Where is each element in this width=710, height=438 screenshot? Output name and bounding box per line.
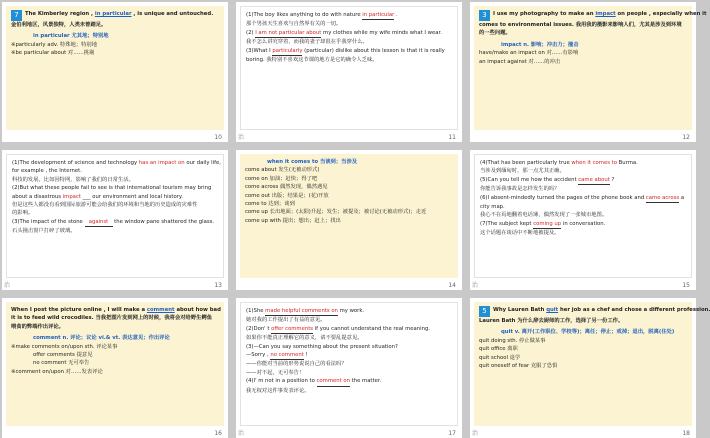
slide-thumbnail-15[interactable]: [470, 150, 696, 290]
slide-card: [474, 154, 692, 278]
slide-badge: 7: [11, 10, 22, 21]
slide-line: ——你能对当前的形势说说自己的看法吗？: [246, 361, 347, 368]
slide-number: 11: [448, 134, 456, 141]
slide-line: 如果你不能真正理解它的意义，请不要乱提意见。: [246, 335, 363, 342]
slide-line: quit doing sth. 停止做某事: [479, 337, 546, 344]
slide-number: 12: [682, 134, 690, 141]
slide-line: (4)I' m not in a position to comment on the matter.: [246, 377, 452, 386]
chapter-mark: 治: [472, 282, 479, 289]
slide-line: city map.: [480, 204, 505, 211]
slide-card: [240, 6, 458, 130]
slide-line: 这个话题在谈话中不断地被提及。: [480, 230, 560, 237]
slide-line: quit school 退学: [479, 354, 521, 361]
slide-line: when it comes to 当谈到；当涉及: [267, 159, 358, 165]
slide-line: (5)Can you tell me how the accident came about ?: [480, 176, 686, 185]
slide-line: no comment 无可奉告: [33, 360, 90, 367]
slide-thumbnail-13[interactable]: [2, 150, 228, 290]
slide-line: 7 The Kimberley region , in particular , is unique and untouched.: [11, 10, 219, 21]
slide-line: (2)Don' t offer comments if you cannot understand the real meaning.: [246, 325, 452, 334]
slide-line: comes to environmental issues. 我用我的摄影来影响人们，尤其是涉及到环境: [479, 22, 682, 28]
slide-line: come to 达到；谈到: [245, 201, 295, 208]
chapter-mark: 治: [238, 430, 245, 437]
slide-line: 的一些问题。: [479, 30, 511, 37]
slide-number: 10: [214, 134, 222, 141]
slide-thumbnail-14[interactable]: [236, 150, 462, 290]
slide-line: (3)The impact of the stone against the window pane shattered the glass.: [12, 218, 218, 227]
slide-line: come on 加油；赶快；得了吧: [245, 175, 318, 182]
slide-line: 当涉及到缅甸时，那一点尤其正确。: [480, 168, 565, 175]
slide-line: (3)—Can you say something about the present situation?: [246, 343, 398, 350]
slide-line: ※make comments on/upon sth. 评论某事: [11, 343, 118, 350]
slide-card: [240, 154, 458, 278]
slide-line: quit v. 离开(工作职位、学校等)；离任；停止；戒掉；退出，脱离(住处): [501, 329, 675, 336]
chapter-mark: 治: [238, 134, 245, 141]
slide-number: 13: [214, 282, 222, 289]
slide-thumbnail-18[interactable]: [470, 298, 710, 438]
slide-line: have/make an impact on 对……有影响: [479, 50, 579, 57]
slide-line: 科技的发展，比如因特网，影响了我们的日常生活。: [12, 176, 134, 183]
slide-card: [6, 6, 224, 130]
slide-number: 14: [448, 282, 456, 289]
slide-thumbnail-10[interactable]: [2, 2, 228, 142]
slide-badge: 5: [479, 306, 490, 317]
slide-card: [6, 302, 224, 426]
slide-line: come up 长出地面；(太阳)升起；发生；被提及；被讨论(无被动形式)；走近: [245, 209, 427, 216]
slide-thumbnail-11[interactable]: [236, 2, 462, 142]
slide-line: (7)The subject kept coming up in conversation.: [480, 220, 686, 229]
slide-thumbnail-12[interactable]: [470, 2, 707, 142]
slide-line: 那个男孩天生喜欢与自然界有关的一切。: [246, 21, 342, 28]
slide-number: 18: [682, 430, 690, 437]
slide-line: Lauren Bath 为什么辞去厨师的工作，选择了另一份工作。: [479, 318, 624, 324]
slide-line: an impact against 对……的冲击: [479, 58, 561, 65]
slide-line: come about 发生(无被动形式): [245, 167, 320, 174]
slide-line: 她对我的工作提出了有益的意见。: [246, 317, 326, 324]
slide-line: (1)She made helpful comments on my work.: [246, 307, 452, 316]
slide-line: 我不怎么讲究穿着，而我的妻子却很在乎我穿什么。: [246, 39, 368, 46]
slide-line: (1)The boy likes anything to do with nature in particular .: [246, 11, 452, 20]
slide-line: (6)I absent-mindedly turned the pages of the phone book and came across a: [480, 194, 686, 203]
slide-number: 16: [214, 430, 222, 437]
slide-line: (3)What I particularly (particular) dislike about this lesson is that it is really: [246, 47, 452, 56]
slide-line: for example , the Internet.: [12, 168, 82, 175]
slide-line: (4)That has been particularly true when it comes to Burma.: [480, 160, 638, 166]
slide-line: When I post the picture online , I will make a comment about how bad: [11, 307, 221, 313]
slide-line: (1)The development of science and technology has an impact on our daily life,: [12, 160, 221, 166]
chapter-mark: 治: [472, 430, 479, 437]
slide-line: —Sorry , no comment !: [246, 351, 452, 360]
slide-line: 我心不在焉地翻着电话簿，偶然发现了一张城市地图。: [480, 212, 608, 219]
slide-thumbnail-17[interactable]: [236, 298, 462, 438]
slide-line: 的影响。: [12, 210, 34, 217]
slide-line: ——对不起，无可奉告！: [246, 369, 305, 376]
slide-line: boring. 我特别不喜欢这节课的地方是它的确令人乏味。: [246, 57, 378, 64]
slide-line: quit oneself of fear 克服了恐惧: [479, 363, 558, 370]
slide-line: come out 出版；结果是；(花)开放: [245, 192, 329, 199]
slide-line: in particular 尤其地；特别地: [33, 33, 109, 40]
slide-card: [474, 6, 707, 130]
slide-card: [6, 154, 224, 278]
slide-line: 我无权对这件事发表评论。: [246, 387, 310, 394]
chapter-mark: 治: [4, 282, 11, 289]
slide-line: offer comments 提意见: [33, 352, 93, 359]
slide-line: about a disastrous impact ___ our environment and local history.: [12, 193, 183, 200]
slide-line: 金伯利地区，风景独特，人类未曾踏足。: [11, 22, 107, 28]
slide-line: quit office 离职: [479, 346, 518, 353]
slide-line: come across 偶然发现，偶然遇见: [245, 184, 328, 191]
slide-line: comment n. 评论；议论 vi.& vt. 表达意见；作出评论: [33, 335, 170, 342]
slide-line: (2)But what these people fail to see is that international tourism may bring: [12, 185, 212, 192]
slide-number: 17: [448, 430, 456, 437]
slide-line: (2) I am not particular about my clothes while my wife minds what I wear.: [246, 29, 452, 38]
slide-line: 但是这些人都没有看到国际旅游可能会给我们的环境和当地的历史造成的灾难性: [12, 202, 198, 209]
slide-line: ※be particular about 对……挑剔: [11, 50, 95, 57]
slide-number: 15: [682, 282, 690, 289]
slide-line: 你能告诉我事故是怎样发生的吗？: [480, 186, 560, 193]
slide-thumbnail-16[interactable]: [2, 298, 228, 438]
slide-line: ※comment on/upon 对……发表评论: [11, 368, 103, 375]
slide-line: come up with 提出；想出；赶上；找出: [245, 217, 341, 224]
slide-line: 5 Why Lauren Bath quit her job as a chef and chose a different profession.: [479, 306, 687, 317]
slide-line: impact n. 影响；冲击力；撞击: [501, 41, 579, 48]
slide-badge: 3: [479, 10, 490, 21]
slide-card: [474, 302, 710, 426]
slide-line: ※particularly adv. 特殊地；特别地: [11, 41, 98, 48]
slide-line: it is to feed wild crocodiles. 当我把图片发到网上的时候，我将会对给野生鳄鱼: [11, 315, 213, 322]
slide-line: 3 I use my photography to make an impact on people , especially when it: [479, 10, 687, 21]
slide-card: [240, 302, 458, 426]
slide-line: 喂食的弊端作出评论。: [11, 323, 64, 330]
slide-line: 石头撞击窗户打碎了玻璃。: [12, 228, 76, 235]
